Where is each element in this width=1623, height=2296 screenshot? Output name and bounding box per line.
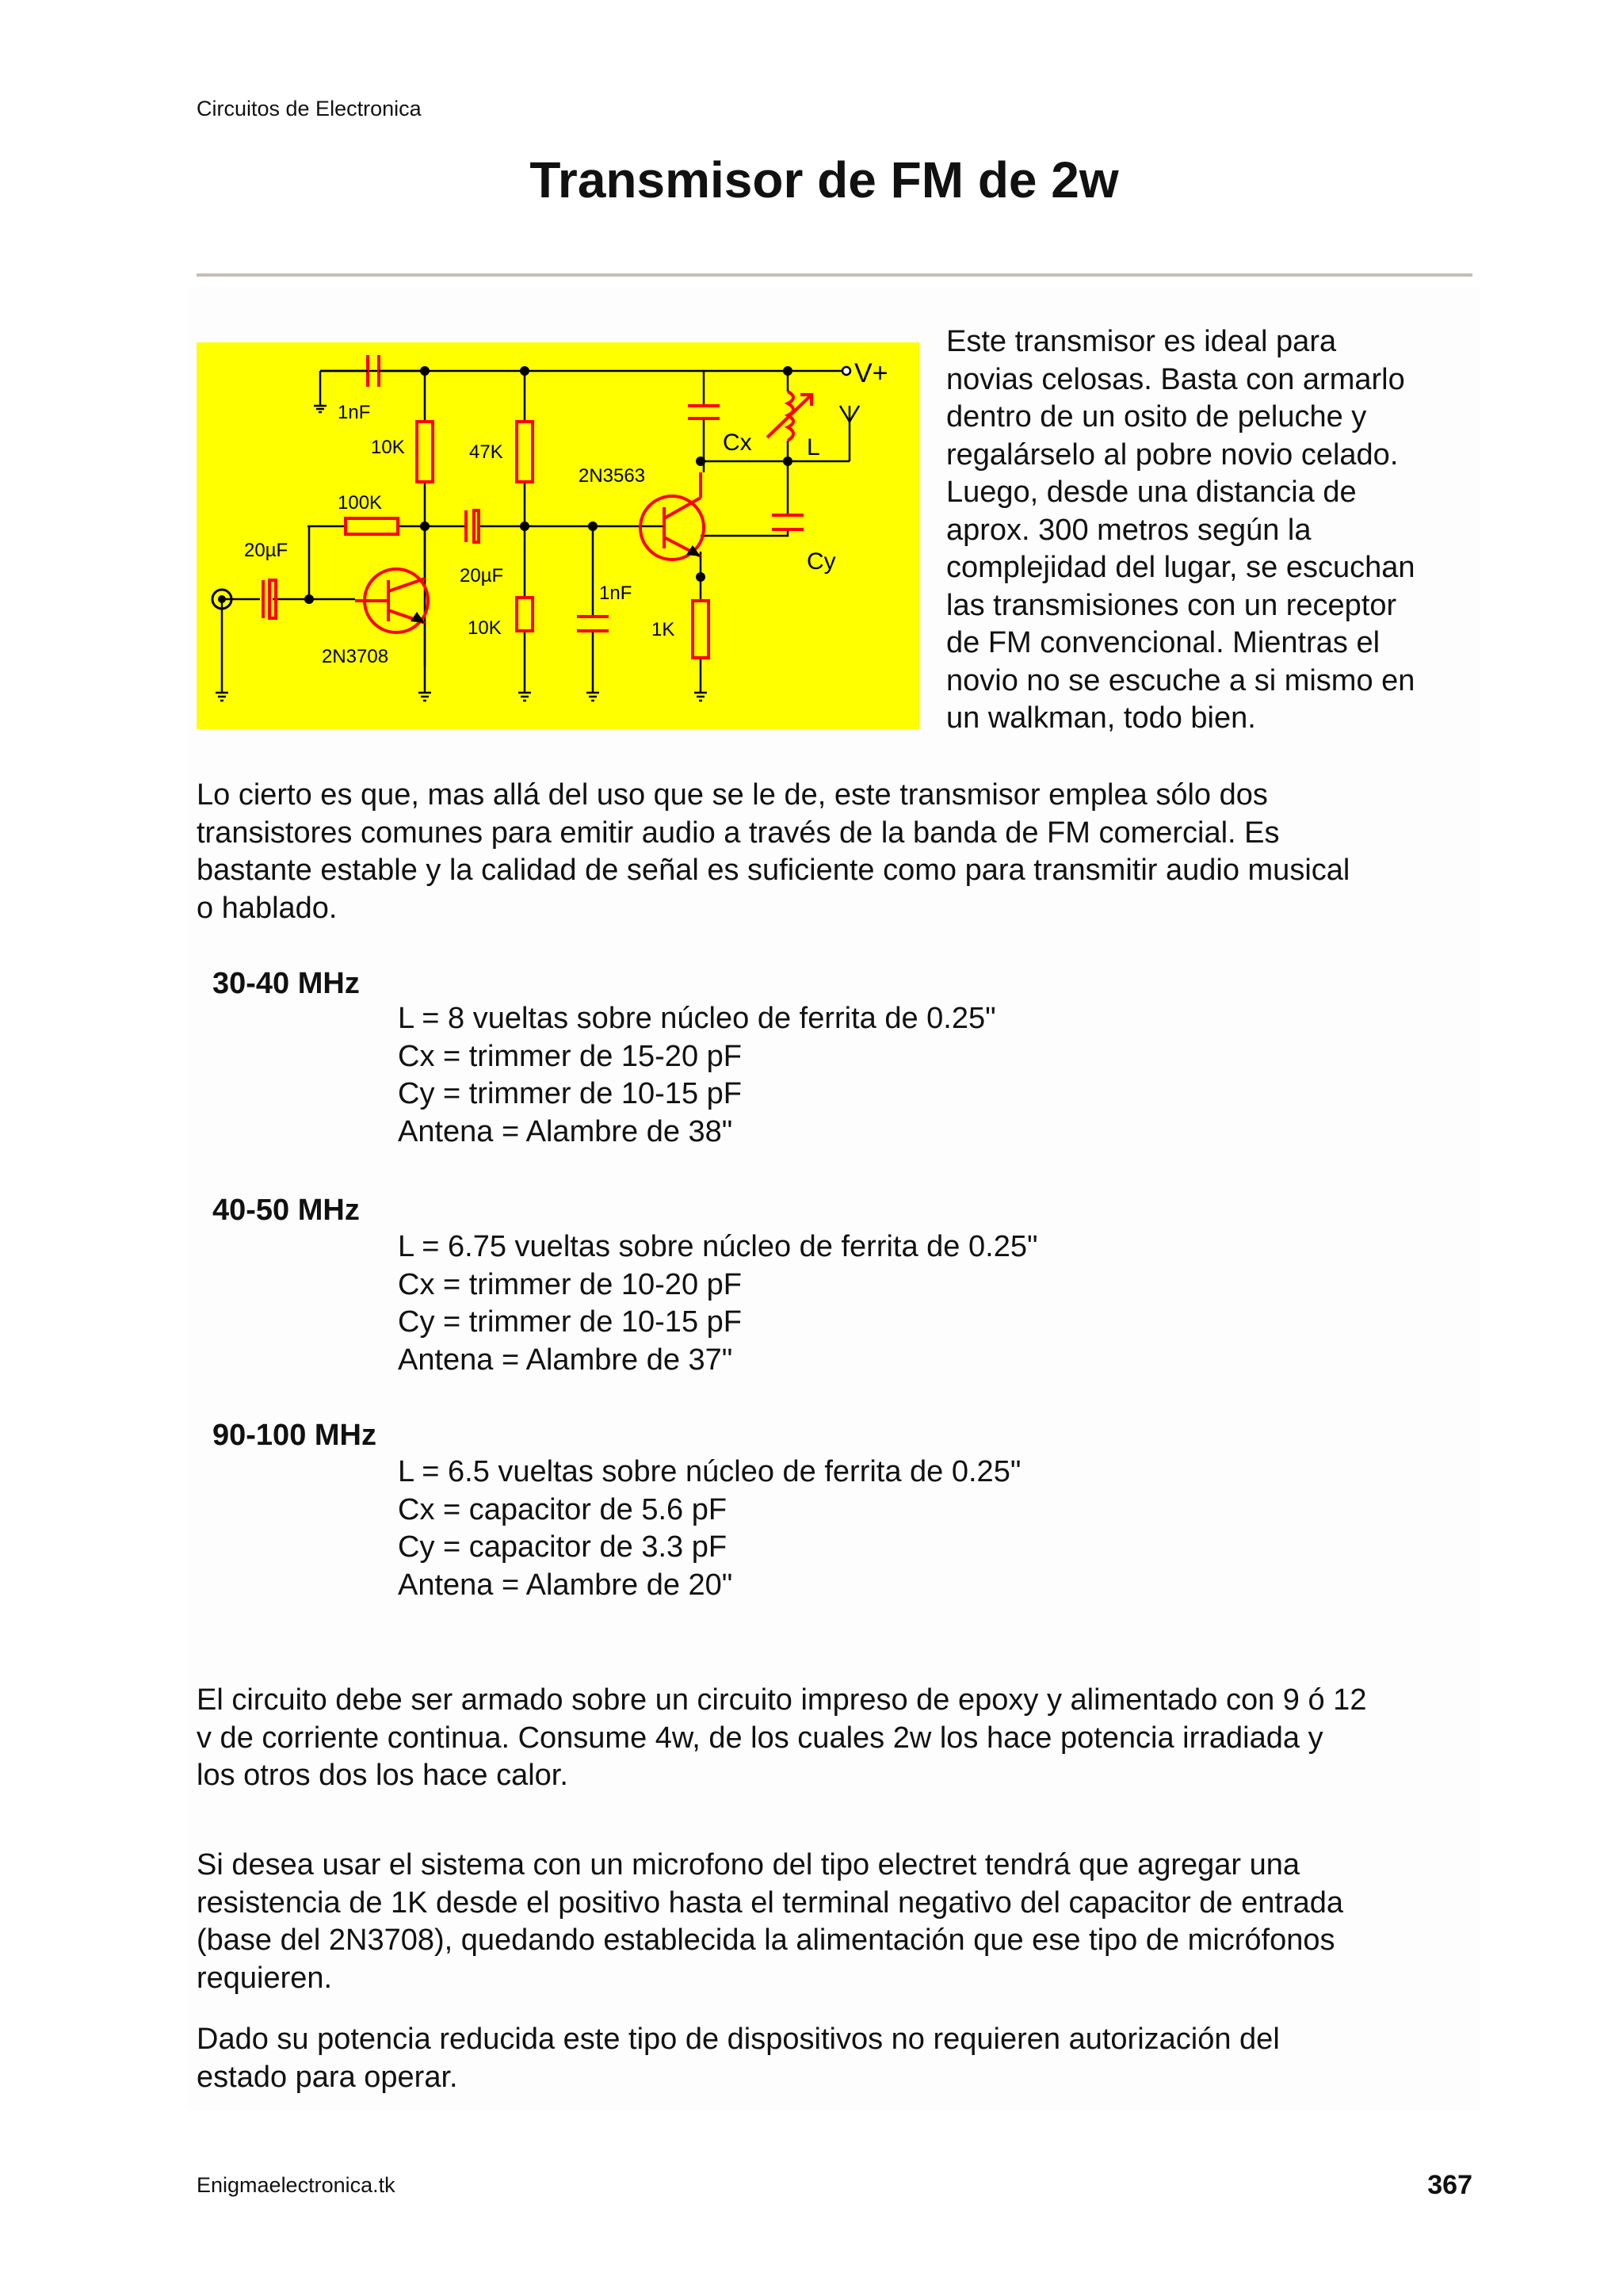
label-10k: 10K: [371, 437, 405, 458]
running-header: Circuitos de Electronica: [197, 97, 422, 120]
label-1nf-mid: 1nF: [599, 583, 632, 604]
paragraph-line: Dado su potencia reducida este tipo de dispositivos no requieren autorización del: [197, 2023, 1280, 2056]
spec-line: L = 8 vueltas sobre núcleo de ferrita de 0.25": [398, 1002, 996, 1035]
spec-line: Cx = trimmer de 10-20 pF: [398, 1267, 742, 1301]
spec-line: Cx = capacitor de 5.6 pF: [398, 1492, 727, 1526]
paragraph-microphone: [197, 1847, 1480, 1997]
spec-line: Antena = Alambre de 38": [398, 1114, 733, 1148]
spec-line: L = 6.75 vueltas sobre núcleo de ferrita de 0.25": [398, 1230, 1038, 1263]
spec-line: L = 6.5 vueltas sobre núcleo de ferrita de 0.25": [398, 1455, 1022, 1488]
paragraph-line: v de corriente continua. Consume 4w, de los cuales 2w los hace potencia irradiada y: [197, 1721, 1323, 1755]
intro-line: regalárselo al pobre novio celado.: [946, 437, 1399, 472]
paragraph-line: Si desea usar el sistema con un microfono del tipo electret tendrá que agregar una: [197, 1848, 1300, 1881]
intro-line: aprox. 300 metros según la: [946, 513, 1312, 547]
label-1nf: 1nF: [338, 402, 371, 423]
paragraph-line: Lo cierto es que, mas allá del uso que se le de, este transmisor emplea sólo dos: [197, 778, 1268, 812]
paragraph-line: resistencia de 1K desde el positivo hasta el terminal negativo del capacitor de entrada: [197, 1885, 1343, 1920]
label-l: L: [807, 434, 820, 460]
band-specs: [398, 1000, 996, 1151]
circuit-schematic: [197, 342, 919, 729]
spec-line: Antena = Alambre de 20": [398, 1568, 733, 1602]
paragraph-authorization: [197, 2021, 1480, 2096]
label-47k: 47K: [469, 441, 503, 463]
paragraph-line: estado para operar.: [197, 2060, 458, 2094]
intro-line: Este transmisor es ideal para: [946, 325, 1337, 358]
label-1k: 1K: [651, 619, 675, 640]
paragraph-line: los otros dos los hace calor.: [197, 1759, 568, 1792]
paragraph-line: (base del 2N3708), quedando establecida la alimentación que ese tipo de micrófonos: [197, 1924, 1335, 1957]
label-cy: Cy: [807, 548, 836, 575]
paragraph-line: El circuito debe ser armado sobre un circuito impreso de epoxy y alimentado con 9 ó 12: [197, 1683, 1367, 1717]
band-specs: [398, 1228, 1037, 1379]
intro-line: de FM convencional. Mientras el: [946, 626, 1381, 659]
spec-line: Cy = trimmer de 10-15 pF: [398, 1077, 742, 1110]
intro-line: dentro de un osito de peluche y: [946, 400, 1367, 434]
label-cx: Cx: [723, 430, 752, 456]
paragraph-line: requieren.: [197, 1961, 333, 1995]
spec-line: Cy = capacitor de 3.3 pF: [398, 1530, 727, 1564]
header-divider: [197, 273, 1472, 277]
intro-line: novias celosas. Basta con armarlo: [946, 362, 1405, 396]
intro-line: Luego, desde una distancia de: [946, 476, 1357, 509]
intro-line: novio no se escuche a si mismo en: [946, 663, 1415, 697]
page-title: Transmisor de FM de 2w: [529, 151, 1119, 208]
band-specs: [398, 1454, 1021, 1604]
band-title: 40-50 MHz: [212, 1194, 360, 1227]
spec-line: Antena = Alambre de 37": [398, 1343, 733, 1377]
band-title: 90-100 MHz: [212, 1419, 376, 1452]
intro-line: complejidad del lugar, se escuchan: [946, 551, 1415, 584]
label-vplus: V+: [854, 358, 888, 388]
label-100k: 100K: [338, 492, 383, 514]
page-number: 367: [1427, 2170, 1472, 2200]
spec-line: Cy = trimmer de 10-15 pF: [398, 1305, 742, 1339]
spec-line: Cx = trimmer de 15-20 pF: [398, 1039, 742, 1073]
intro-paragraph: [946, 323, 1485, 738]
label-20uf-coupling: 20µF: [460, 565, 504, 586]
band-title: 30-40 MHz: [212, 967, 360, 1000]
label-2n3563: 2N3563: [579, 465, 646, 487]
label-10k-lower: 10K: [468, 617, 502, 639]
intro-line: las transmisiones con un receptor: [946, 588, 1397, 622]
paragraph-assembly: [197, 1682, 1480, 1795]
paragraph-usage: [197, 777, 1480, 927]
paragraph-line: o hablado.: [197, 891, 338, 925]
paragraph-line: bastante estable y la calidad de señal es suficiente como para transmitir audio musical: [197, 854, 1350, 887]
label-2n3708: 2N3708: [322, 646, 389, 667]
intro-line: un walkman, todo bien.: [946, 701, 1256, 735]
footer-site: Enigmaelectronica.tk: [197, 2173, 395, 2197]
label-20uf-input: 20µF: [244, 540, 288, 561]
paragraph-line: transistores comunes para emitir audio a través de la banda de FM comercial. Es: [197, 816, 1280, 850]
